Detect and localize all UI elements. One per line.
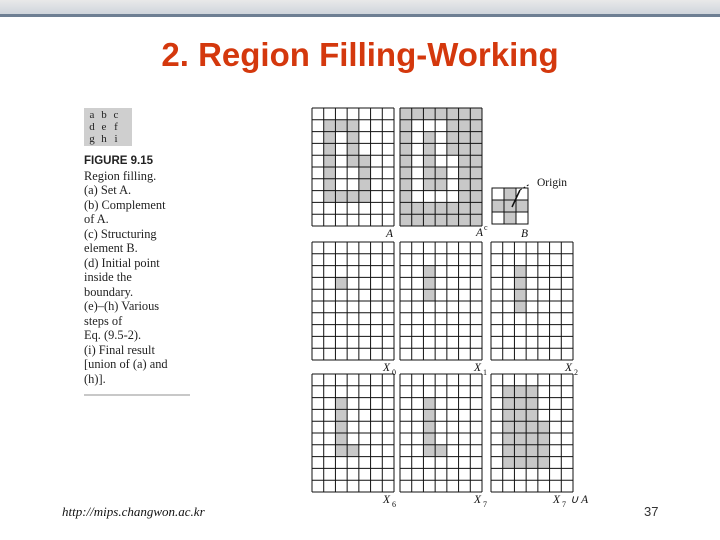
filled-cell <box>470 167 482 179</box>
filled-cell <box>526 445 538 457</box>
filled-cell <box>400 120 412 132</box>
filled-cell <box>470 108 482 120</box>
filled-cell <box>435 167 447 179</box>
filled-cell <box>514 266 526 278</box>
filled-cell <box>514 421 526 433</box>
filled-cell <box>400 132 412 144</box>
filled-cell <box>335 277 347 289</box>
filled-cell <box>347 132 359 144</box>
filled-cell <box>400 108 412 120</box>
caption-text: Region filling. (a) Set A. (b) Complement of A. (c) Structuring element B. (d) Initial point inside the boundary. (e)–(h) Various steps of Eq. (9.5-2). (i) Final result [union of (a) and (h)]. <box>84 168 168 386</box>
label-x7: X <box>474 494 482 506</box>
filled-cell <box>459 120 471 132</box>
label-x1-sub: 1 <box>483 368 487 377</box>
filled-cell <box>423 179 435 191</box>
label-x7-union-sub: 7 <box>562 500 566 509</box>
filled-cell <box>538 457 550 469</box>
label-x2-sub: 2 <box>574 368 578 377</box>
filled-cell <box>447 143 459 155</box>
panel-x6 <box>312 374 394 492</box>
filled-cell <box>423 266 435 278</box>
filled-cell <box>347 445 359 457</box>
filled-cell <box>503 386 515 398</box>
filled-cell <box>400 155 412 167</box>
filled-cell <box>538 421 550 433</box>
filled-cell <box>423 277 435 289</box>
label-x1: X <box>474 362 482 374</box>
filled-cell <box>324 191 336 203</box>
filled-cell <box>423 421 435 433</box>
panel-key-f: f <box>114 121 118 133</box>
filled-cell <box>459 108 471 120</box>
panel-key-d: d <box>89 121 95 133</box>
filled-cell <box>514 409 526 421</box>
filled-cell <box>538 433 550 445</box>
filled-cell <box>324 179 336 191</box>
label-a-complement: A <box>476 227 484 239</box>
filled-cell <box>447 108 459 120</box>
filled-cell <box>526 386 538 398</box>
panel-key-c: c <box>113 109 119 121</box>
filled-cell <box>459 191 471 203</box>
filled-cell <box>423 202 435 214</box>
panel-complement <box>400 108 482 226</box>
origin-label: Origin <box>537 177 568 189</box>
filled-cell <box>514 277 526 289</box>
filled-cell <box>324 167 336 179</box>
filled-cell <box>359 191 371 203</box>
filled-cell <box>423 433 435 445</box>
page-number: 37 <box>644 504 659 519</box>
panel-key-a: a <box>89 109 95 121</box>
filled-cell <box>324 143 336 155</box>
filled-cell <box>514 301 526 313</box>
filled-cell <box>470 214 482 226</box>
filled-cell <box>470 179 482 191</box>
panel-key-e: e <box>101 121 107 133</box>
filled-cell <box>526 421 538 433</box>
filled-cell <box>514 398 526 410</box>
filled-cell <box>324 120 336 132</box>
filled-cell <box>423 132 435 144</box>
filled-cell <box>514 445 526 457</box>
label-x0-sub: 0 <box>392 368 396 377</box>
filled-cell <box>435 214 447 226</box>
filled-cell <box>470 120 482 132</box>
filled-cell <box>412 202 424 214</box>
filled-cell <box>503 398 515 410</box>
filled-cell <box>335 120 347 132</box>
panel-x7-union-a <box>491 374 573 492</box>
filled-cell <box>447 202 459 214</box>
filled-cell <box>470 155 482 167</box>
filled-cell <box>423 155 435 167</box>
figure-number: FIGURE 9.15 <box>84 155 154 167</box>
filled-cell <box>447 214 459 226</box>
filled-cell <box>503 445 515 457</box>
filled-cell <box>359 167 371 179</box>
filled-cell <box>459 132 471 144</box>
filled-cell <box>538 445 550 457</box>
filled-cell <box>335 398 347 410</box>
panel-key-b: b <box>101 109 107 121</box>
filled-cell <box>347 143 359 155</box>
filled-cell <box>423 445 435 457</box>
filled-cell <box>459 167 471 179</box>
filled-cell <box>514 289 526 301</box>
filled-cell <box>459 155 471 167</box>
label-x6-sub: 6 <box>392 500 396 509</box>
filled-cell <box>423 398 435 410</box>
filled-cell <box>423 108 435 120</box>
label-x2: X <box>565 362 573 374</box>
grid-panels <box>312 108 573 492</box>
filled-cell <box>400 143 412 155</box>
filled-cell <box>514 433 526 445</box>
filled-cell <box>400 202 412 214</box>
filled-cell <box>359 179 371 191</box>
filled-cell <box>526 457 538 469</box>
filled-cell <box>335 445 347 457</box>
filled-cell <box>335 409 347 421</box>
filled-cell <box>412 108 424 120</box>
panel-x1 <box>400 242 482 360</box>
label-b: B <box>521 228 529 240</box>
panel-set-a <box>312 108 394 226</box>
filled-cell <box>447 132 459 144</box>
filled-cell <box>423 167 435 179</box>
filled-cell <box>447 120 459 132</box>
panel-key-g: g <box>89 133 95 145</box>
filled-cell <box>459 202 471 214</box>
label-complement-sup: c <box>484 223 488 232</box>
filled-cell <box>503 421 515 433</box>
filled-cell <box>503 457 515 469</box>
filled-cell <box>503 433 515 445</box>
structuring-element-panel <box>492 177 567 224</box>
filled-cell <box>470 202 482 214</box>
filled-cell <box>435 202 447 214</box>
panel-key-h: h <box>101 133 107 145</box>
label-union-a: ∪ A <box>570 494 589 506</box>
filled-cell <box>459 214 471 226</box>
filled-cell <box>324 155 336 167</box>
panel-x2 <box>491 242 573 360</box>
panel-x7 <box>400 374 482 492</box>
filled-cell <box>400 179 412 191</box>
filled-cell <box>514 386 526 398</box>
filled-cell <box>435 179 447 191</box>
panel-key-i: i <box>114 133 118 145</box>
label-x7-sub: 7 <box>483 500 487 509</box>
filled-cell <box>347 120 359 132</box>
filled-cell <box>335 433 347 445</box>
filled-cell <box>423 289 435 301</box>
filled-cell <box>347 191 359 203</box>
filled-cell <box>470 143 482 155</box>
panel-x0 <box>312 242 394 360</box>
filled-cell <box>400 214 412 226</box>
filled-cell <box>335 191 347 203</box>
filled-cell <box>435 108 447 120</box>
label-x6: X <box>383 494 391 506</box>
label-a: A <box>386 228 394 240</box>
filled-cell <box>400 191 412 203</box>
filled-cell <box>470 132 482 144</box>
filled-cell <box>459 179 471 191</box>
filled-cell <box>359 155 371 167</box>
filled-cell <box>347 155 359 167</box>
filled-cell <box>459 143 471 155</box>
filled-cell <box>335 421 347 433</box>
label-x7-union: X <box>553 494 561 506</box>
filled-cell <box>514 457 526 469</box>
label-x0: X <box>383 362 391 374</box>
filled-cell <box>324 132 336 144</box>
filled-cell <box>423 409 435 421</box>
filled-cell <box>470 191 482 203</box>
filled-cell <box>412 214 424 226</box>
filled-cell <box>526 409 538 421</box>
filled-cell <box>423 214 435 226</box>
footer-url: http://mips.changwon.ac.kr <box>62 504 205 519</box>
filled-cell <box>503 409 515 421</box>
filled-cell <box>400 167 412 179</box>
filled-cell <box>526 398 538 410</box>
filled-cell <box>526 433 538 445</box>
filled-cell <box>435 445 447 457</box>
filled-cell <box>423 143 435 155</box>
slide-title: 2. Region Filling-Working <box>161 36 559 73</box>
